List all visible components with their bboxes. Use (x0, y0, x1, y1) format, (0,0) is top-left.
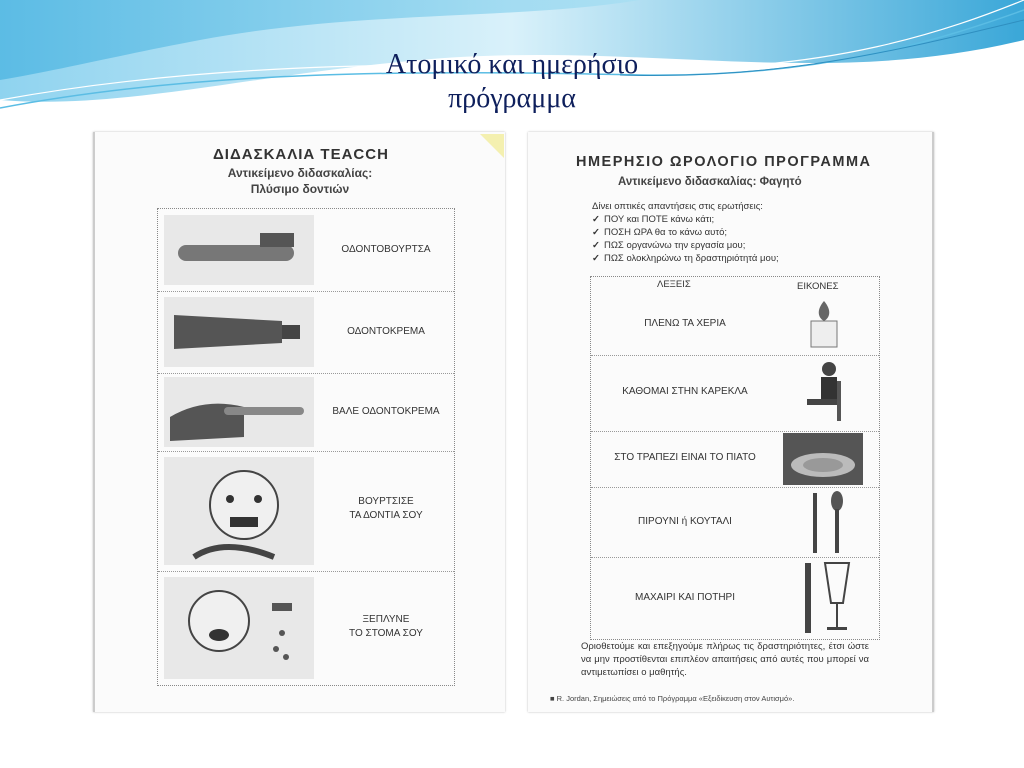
brushing-girl-picture (164, 457, 314, 565)
footnote (550, 694, 794, 703)
girl-rinse-icon (164, 577, 314, 679)
table-row (158, 451, 454, 572)
table-row (591, 431, 879, 488)
check-icon: ✓ (592, 227, 600, 238)
step-label: ΟΔΟΝΤΟΚΡΕΜΑ (347, 326, 425, 337)
table-row (158, 571, 454, 685)
table-row (158, 291, 454, 374)
left-page-subtitle: Αντικείμενο διδασκαλίας: (227, 166, 373, 180)
column-header-pictures: ΕΙΚΟΝΕΣ (797, 281, 839, 292)
column-header-words: ΛΕΞΕΙΣ (657, 279, 691, 290)
step-label (318, 613, 454, 641)
step-label-line1: ΒΟΥΡΤΣΙΣΕ (358, 496, 414, 507)
plate-icon (783, 433, 863, 485)
slide-title (0, 48, 1024, 116)
toothbrush-picture (164, 215, 314, 285)
toothbrush-icon (164, 215, 314, 285)
step-label (318, 495, 454, 523)
step-label-line2: ΤΑ ΔΟΝΤΙΑ ΣΟΥ (349, 510, 423, 521)
question-text: ΠΟΣΗ ΩΡΑ θα το κάνω αυτό; (603, 227, 728, 238)
girl-face-icon (164, 457, 314, 565)
left-page-heading: ΔΙΔΑΣΚΑΛΙΑ TEACCH (213, 146, 389, 163)
schedule-step-label: ΣΤΟ ΤΡΑΠΕΖΙ ΕΙΝΑΙ ΤΟ ΠΙΑΤΟ (614, 452, 756, 463)
footnote-text: R. Jordan, Σημειώσεις από το Πρόγραμμα «Εξειδίκευση στον Αυτισμό». (556, 694, 795, 703)
step-label-line2: ΤΟ ΣΤΟΜΑ ΣΟΥ (349, 628, 423, 639)
question-text: ΠΩΣ οργανώνω την εργασία μου; (603, 240, 746, 251)
rinsing-girl-picture (164, 577, 314, 679)
check-icon: ✓ (592, 214, 600, 225)
step-label: ΒΑΛΕ ΟΔΟΝΤΟΚΡΕΜΑ (332, 406, 440, 417)
sitting-chair-icon (799, 359, 853, 427)
schedule-step-label: ΠΙΡΟΥΝΙ ή ΚΟΥΤΑΛΙ (638, 516, 732, 527)
apply-paste-picture (164, 377, 314, 447)
check-icon: ✓ (592, 253, 600, 264)
table-row (158, 373, 454, 452)
table-row (158, 209, 454, 292)
washing-hands-icon (799, 297, 849, 351)
slide-title-line1: Ατομικό και ημερήσιο (385, 49, 639, 80)
knife-glass-icon (797, 559, 857, 637)
footnote-mark-icon: ■ (550, 694, 557, 703)
questions-intro: Δίνει οπτικές απαντήσεις στις ερωτήσεις: (592, 201, 763, 212)
question-text: ΠΟΥ και ΠΟΤΕ κάνω κάτι; (603, 214, 715, 225)
toothpaste-icon (164, 297, 314, 367)
footer-explanation: Οριοθετούμε και επεξηγούμε πλήρως τις δραστηριότητες, έτσι ώστε να μην προστίθενται επιπλέον απαιτήσεις από αυτές που μπορεί να αντιμετωπίσει ο μαθητής. (581, 641, 869, 678)
table-row (591, 355, 879, 432)
hand-brush-icon (164, 377, 314, 447)
check-icon: ✓ (592, 240, 600, 251)
daily-schedule-page (528, 132, 934, 712)
question-item (592, 252, 779, 265)
schedule-step-label: ΚΑΘΟΜΑΙ ΣΤΗΝ ΚΑΡΕΚΛΑ (622, 386, 748, 397)
table-row (591, 487, 879, 558)
teacch-toothbrushing-page (93, 132, 505, 712)
slide-title-line2: πρόγραμμα (448, 83, 576, 114)
schedule-step-label: ΠΛΕΝΩ ΤΑ ΧΕΡΙΑ (644, 318, 726, 329)
schedule-step-label: ΜΑΧΑΙΡΙ ΚΑΙ ΠΟΤΗΡΙ (634, 592, 736, 603)
question-item (592, 239, 779, 252)
meal-schedule-table (590, 276, 880, 640)
question-item (592, 226, 779, 239)
table-row (591, 293, 879, 356)
toothpaste-picture (164, 297, 314, 367)
left-page-subject: Πλύσιμο δοντιών (250, 182, 350, 196)
step-label-line1: ΞΕΠΛΥΝΕ (362, 614, 410, 625)
step-label: ΟΔΟΝΤΟΒΟΥΡΤΣΑ (341, 244, 431, 255)
right-page-heading: ΗΜΕΡΗΣΙΟ ΩΡΟΛΟΓΙΟ ΠΡΟΓΡΑΜΜΑ (576, 154, 872, 170)
right-page-subtitle: Αντικείμενο διδασκαλίας: Φαγητό (618, 176, 802, 188)
visual-questions-list (592, 200, 779, 265)
table-row (591, 557, 879, 639)
question-text: ΠΩΣ ολοκληρώνω τη δραστηριότητά μου; (603, 253, 779, 264)
toothbrushing-steps-table (157, 208, 455, 686)
fork-spoon-icon (801, 489, 851, 555)
question-item (592, 213, 779, 226)
